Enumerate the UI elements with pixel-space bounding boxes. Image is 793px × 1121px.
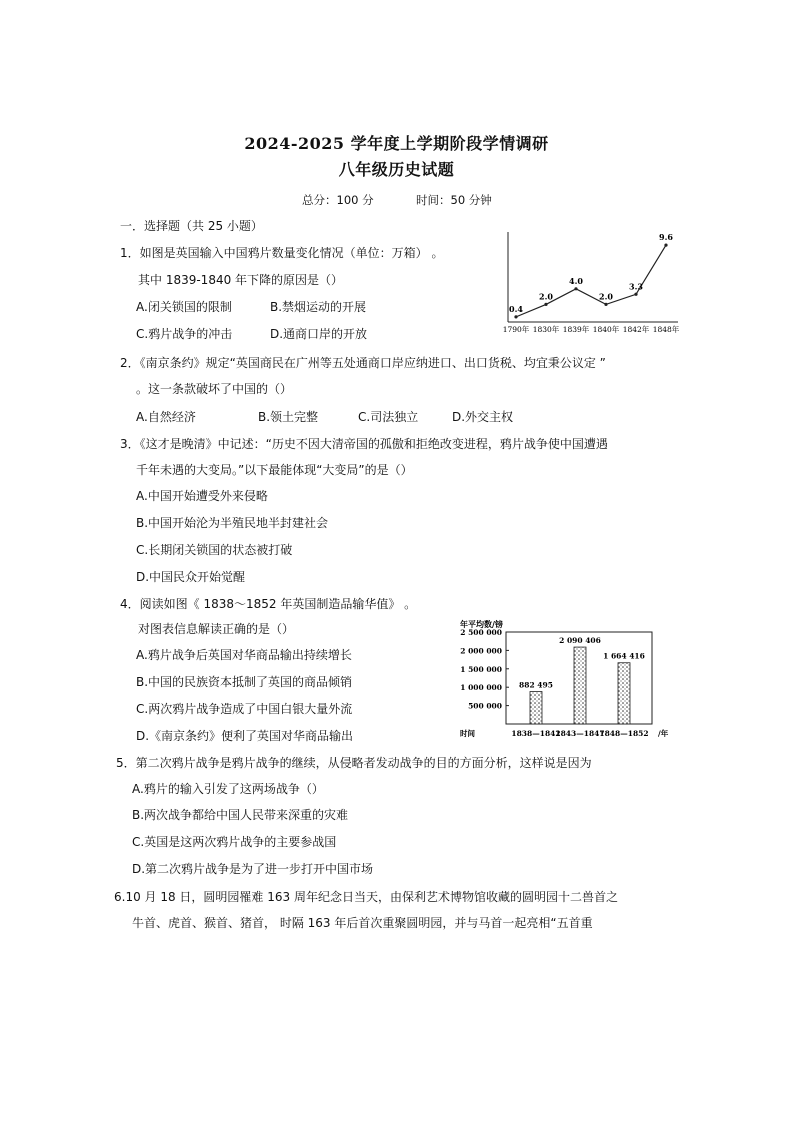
option-d: D.通商口岸的开放 [270,327,368,341]
bar [618,663,630,724]
option-c: C.鸦片战争的冲击 [136,327,233,341]
x-tick-label: 1842年 [622,325,650,334]
x-tick-label: 1790年 [502,325,530,334]
data-label: 1 664 416 [603,651,645,661]
y-axis-label: 年平均数/镑 [460,619,503,629]
option-b: B.两次战争都给中国人民带来深重的灾难 [132,808,349,822]
y-tick-label: 2 500 000 [460,628,502,637]
x-axis-label: 时间 [460,729,475,738]
bar [530,692,542,724]
exam-time: 时间：50 分钟 [416,193,492,207]
data-label: 0.4 [509,303,523,314]
option-b: B.禁烟运动的开展 [270,300,367,314]
x-tick-label: 1830年 [532,325,560,334]
data-point [604,303,607,306]
question-stem: 5．第二次鸦片战争是鸦片战争的继续，从侵略者发动战争的目的方面分析，这样说是因为 [116,756,592,770]
data-point [514,315,517,318]
exports-bar-chart [458,618,670,742]
option-a: A.鸦片的输入引发了这两场战争（） [132,782,324,796]
option-d: D.《南京条约》便利了英国对华商品输出 [136,729,354,743]
data-label: 9.6 [659,232,673,243]
option-c: C.长期闭关锁国的状态被打破 [136,543,293,557]
x-tick-label: 1840年 [592,325,620,334]
question-stem: 1．如图是英国输入中国鸦片数量变化情况（单位：万箱） 。 [120,246,444,260]
data-point [544,303,547,306]
option-d: D.外交主权 [452,410,514,424]
data-point [574,287,577,290]
series-line [516,245,666,317]
question-stem: 千年未遇的大变局。”以下最能体现“大变局”的是（） [136,463,413,477]
opium-line-chart [496,226,686,338]
page-title: 2024-2025 学年度上学期阶段学情调研 [244,134,549,153]
x-axis-unit: /年 [658,729,669,738]
option-b: B.中国开始沦为半殖民地半封建社会 [136,516,329,530]
data-label: 2 090 406 [559,636,601,646]
data-label: 882 495 [519,680,553,690]
option-b: B.中国的民族资本抵制了英国的商品倾销 [136,675,353,689]
option-d: D.第二次鸦片战争是为了进一步打开中国市场 [132,862,374,876]
option-a: A.自然经济 [136,410,196,424]
y-tick-label: 1 500 000 [460,664,502,674]
data-label: 2.0 [599,291,613,302]
option-a: A.闭关锁国的限制 [136,300,232,314]
question-stem: 牛首、虎首、猴首、猪首， 时隔 163 年后首次重聚圆明园，并与马首一起亮相“五首重 [132,916,593,930]
y-tick-label: 2 000 000 [460,646,502,656]
section-heading: 一．选择题（共 25 小题） [120,219,263,233]
data-label: 4.0 [569,275,583,286]
question-stem: 其中 1839-1840 年下降的原因是（） [138,273,344,287]
data-point [634,293,637,296]
option-b: B.领土完整 [258,410,319,424]
question-stem: 2．《南京条约》规定“英国商民在广州等五处通商口岸应纳进口、出口货税、均宜秉公议定 ” [120,356,606,370]
option-d: D.中国民众开始觉醒 [136,570,246,584]
x-tick-label: 1839年 [562,325,590,334]
x-tick-label: 1838—1842 [511,729,561,738]
question-stem: 4．阅读如图《 1838～1852 年英国制造品输华值》 。 [120,597,417,611]
option-c: C.英国是这两次鸦片战争的主要参战国 [132,835,337,849]
bar [574,647,586,724]
option-c: C.两次鸦片战争造成了中国白银大量外流 [136,702,353,716]
question-stem: 6.10 月 18 日，圆明园罹难 163 周年纪念日当天，由保利艺术博物馆收藏的圆明园十二兽首之 [114,890,618,904]
question-stem: 3．《这才是晚清》中记述：“历史不因大清帝国的孤傲和拒绝改变进程，鸦片战争使中国遭遇 [120,437,608,451]
option-a: A.鸦片战争后英国对华商品输出持续增长 [136,648,352,662]
data-label: 3.3 [629,281,643,292]
option-a: A.中国开始遭受外来侵略 [136,489,268,503]
x-tick-label: 1848年 [652,325,680,334]
data-point [664,244,667,247]
data-label: 2.0 [539,291,553,302]
total-score: 总分：100 分 [302,193,374,207]
x-tick-label: 1848—1852 [599,729,649,738]
page-subtitle: 八年级历史试题 [338,160,455,179]
x-tick-label: 1843—1847 [555,729,605,738]
option-c: C.司法独立 [358,410,419,424]
question-stem: 对图表信息解读正确的是（） [138,622,295,636]
y-tick-label: 1 000 000 [460,683,502,693]
question-stem: 。这一条款破坏了中国的（） [136,382,293,396]
y-tick-label: 500 000 [468,701,502,711]
